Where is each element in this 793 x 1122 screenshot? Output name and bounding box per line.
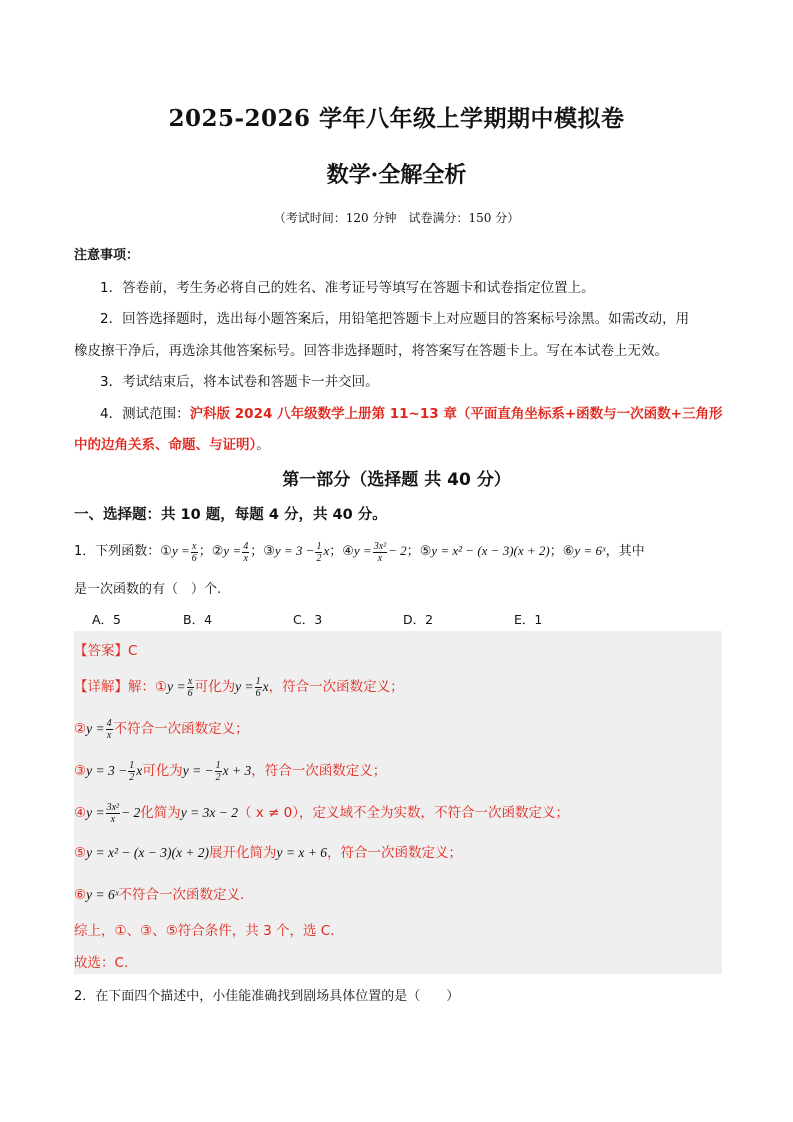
detail-line-2: ②y = $\frac{4}{x}$ 不符合一次函数定义； — [74, 718, 249, 742]
option-c: C．3 — [293, 612, 323, 627]
q1-f4: y = $\frac{\text{3x²}}{x}$ − 2 — [353, 540, 407, 564]
q1-f6: y = 6ˣ — [574, 543, 606, 558]
q1-circle-2: ② — [211, 544, 224, 559]
q1-circle-5: ⑤ — [419, 544, 432, 559]
option-b: B．4 — [183, 612, 213, 627]
question-2: 2．在下面四个描述中，小佳能准确找到剧场具体位置的是（ ） — [74, 989, 460, 1004]
q1-f3: y = 3 − $\frac{1}{2}$ x — [274, 540, 330, 564]
part-title: 第一部分（选择题 共 40 分） — [282, 470, 511, 490]
note-3: 3．考试结束后，将本试卷和答题卡一并交回。 — [100, 374, 379, 390]
q1-circle-1: ① — [160, 544, 172, 559]
answer-summary: 综上，①、③、⑤符合条件，共 3 个，选 C. — [74, 923, 335, 939]
note-2-line-2: 橡皮擦干净后，再选涂其他答案标号。回答非选择题时，将答案写在答题卡上。写在本试卷上无效。 — [74, 343, 668, 359]
q1-circle-3: ③ — [263, 544, 275, 559]
option-e: E．1 — [514, 612, 543, 627]
q1-f2: y = $\frac{4}{x}$ — [223, 540, 249, 564]
detail-line-1: 【详解】解：①y = $\frac{x}{6}$ 可化为y = $\frac{1}{6}$ x，符合一次函数定义； — [74, 676, 404, 700]
q1-tail: ，其中 — [605, 544, 645, 559]
option-d: D．2 — [403, 612, 434, 627]
q1-f1: y = $\frac{x}{6}$ — [171, 540, 197, 564]
option-a: A．5 — [92, 612, 122, 627]
detail-line-6: ⑥y = 6ˣ不符合一次函数定义. — [74, 887, 245, 903]
exam-subtitle: 数学·全解全析 — [326, 162, 467, 188]
q1-f5: y = x² − (x − 3)(x + 2) — [431, 543, 550, 558]
detail-line-5: ⑤y = x² − (x − 3)(x + 2)展开化简为y = x + 6，符合一次函数定义； — [74, 845, 463, 861]
note-1: 1．答卷前，考生务必将自己的姓名、准考证号等填写在答题卡和试卷指定位置上。 — [100, 280, 595, 296]
q1-circle-4: ④ — [342, 544, 354, 559]
answer-final: 故选：C. — [74, 955, 129, 971]
exam-info: （考试时间：120 分钟 试卷满分：150 分） — [273, 211, 520, 225]
q1-lead: 1．下列函数： — [74, 544, 161, 559]
question-1-line-2: 是一次函数的有（ ）个. — [74, 582, 222, 597]
note-2-line-1: 2．回答选择题时，选出每小题答案后，用铅笔把答题卡上对应题目的答案标号涂黑。如需改动，用 — [100, 311, 690, 327]
answer-box — [74, 631, 722, 974]
section-heading: 一、选择题：共 10 题，每题 4 分，共 40 分。 — [74, 507, 387, 523]
note-4-line-2 — [74, 433, 270, 453]
exam-title: 2025-2026 学年八年级上学期期中模拟卷 — [168, 105, 625, 132]
detail-label: 【详解】解： — [74, 679, 155, 695]
note-4-scope: 沪科版 2024 八年级数学上册第 11~13 章（平面直角坐标系+函数与一次函数+三角形 — [189, 406, 723, 422]
notes-heading: 注意事项： — [74, 248, 140, 263]
q1-circle-6: ⑥ — [562, 544, 575, 559]
note-4-scope-cont: 中的边角关系、命题、与证明） — [74, 437, 257, 453]
note-4-suffix: 。 — [256, 437, 270, 453]
detail-line-3: ③y = 3 − $\frac{1}{2}$ x可化为y = − $\frac{1}{2}$ x + 3，符合一次函数定义； — [74, 760, 387, 784]
note-4-prefix: 4．测试范围： — [100, 406, 190, 422]
question-1-line-1: 1．下列函数：①y = $\frac{x}{6}$ ；②y = $\frac{4}{x}$ ；③y = 3 − $\frac{1}{2}$ x；④y = $\frac{\text{3x²}}{x}$ − 2；⑤y = x² − (x − 3)(x + 2)；⑥y = 6ˣ，其中 — [74, 540, 645, 564]
answer-label: 【答案】C — [74, 643, 138, 659]
note-4-line-1 — [100, 402, 722, 422]
detail-line-4: ④y = $\frac{\text{3x²}}{x}$ − 2化简为y = 3x − 2（ x ≠ 0），定义域不全为实数，不符合一次函数定义； — [74, 802, 570, 826]
